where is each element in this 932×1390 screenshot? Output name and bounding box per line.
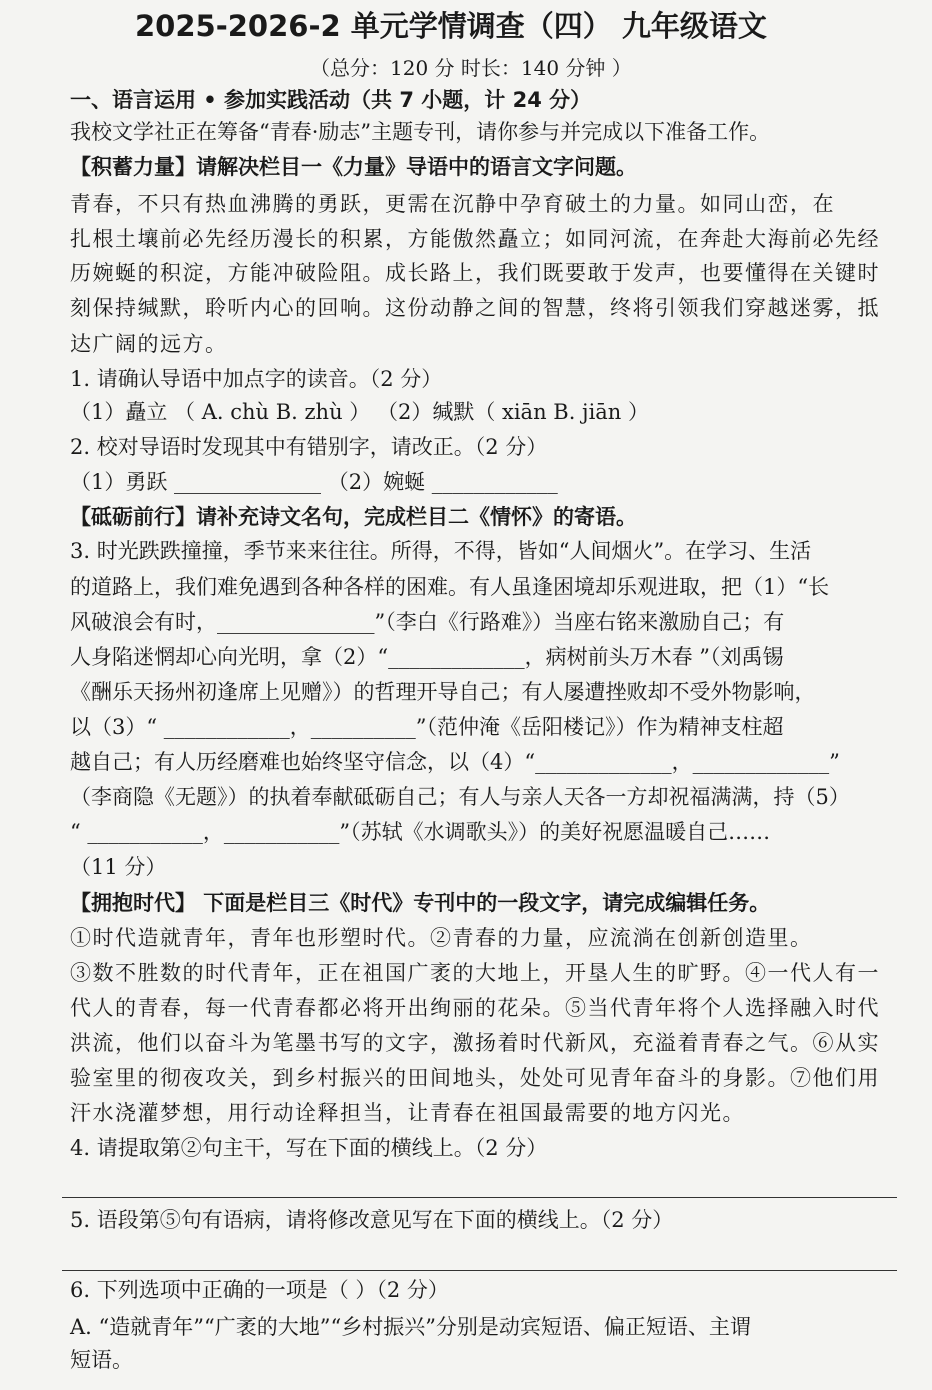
text-line: 历婉蜒的积淀，方能冲破险阻。成长路上，我们既要敢于发声，也要懂得在关键时 xyxy=(70,261,880,285)
exam-subtitle: （总分：120 分 时长：140 分钟 ） xyxy=(310,56,632,80)
text-line: （11 分） xyxy=(70,855,167,879)
text-line: 1. 请确认导语中加点字的读音。（2 分） xyxy=(70,367,443,391)
text-line: 4. 请提取第②句主干，写在下面的横线上。（2 分） xyxy=(70,1136,548,1160)
text-line: （1）矗立 （ A. chù B. zhù ） （2）缄默（ xiān B. jiān ） xyxy=(70,400,650,424)
text-line: 刻保持缄默，聆听内心的回响。这份动静之间的智慧，终将引领我们穿越迷雾，抵 xyxy=(70,296,880,320)
text-line: 我校文学社正在筹备“青春·励志”主题专刊，请你参与并完成以下准备工作。 xyxy=(70,120,771,144)
text-line: 人身陷迷惘却心向光明，拿（2）“_____________，病树前头万木春 ”（刘禹锡 xyxy=(70,645,784,669)
text-line: 青春，不只有热血沸腾的勇跃，更需在沉静中孕育破土的力量。如同山峦，在 xyxy=(70,192,835,216)
text-line: 扎根土壤前必先经历漫长的积累，方能傲然矗立；如同河流，在奔赴大海前必先经 xyxy=(70,227,880,251)
answer-line-q4[interactable] xyxy=(62,1197,897,1198)
text-line: 3. 时光跌跌撞撞，季节来来往往。所得，不得，皆如“人间烟火”。在学习、生活 xyxy=(70,539,812,563)
text-line: （李商隐《无题》）的执着奉献砥砺自己；有人与亲人天各一方却祝福满满，持（5） xyxy=(70,785,850,809)
text-line: 短语。 xyxy=(70,1348,133,1372)
text-line: 5. 语段第⑤句有语病，请将修改意见写在下面的横线上。（2 分） xyxy=(70,1208,674,1232)
text-line: 【砥砺前行】请补充诗文名句，完成栏目二《情怀》的寄语。 xyxy=(70,505,637,529)
text-line: “ ___________，___________”（苏轼《水调歌头》）的美好祝愿温暖自己…… xyxy=(70,820,771,844)
text-line: 6. 下列选项中正确的一项是（ ）（2 分） xyxy=(70,1278,449,1302)
text-line: 一、语言运用 • 参加实践活动（共 7 小题，计 24 分） xyxy=(70,88,592,112)
text-line: 达广阔的远方。 xyxy=(70,332,228,356)
text-line: A. “造就青年”“广袤的大地”“乡村振兴”分别是动宾短语、偏正短语、主谓 xyxy=(70,1315,751,1339)
text-line: 《酬乐天扬州初逢席上见赠》）的哲理开导自己；有人屡遭挫败却不受外物影响， xyxy=(70,680,816,704)
text-line: 代人的青春，每一代青春都必将开出绚丽的花朵。⑤当代青年将个人选择融入时代 xyxy=(70,996,880,1020)
text-line: （1）勇跃 ______________ （2）婉蜒 ____________ xyxy=(70,470,558,494)
text-line: 2. 校对导语时发现其中有错别字，请改正。（2 分） xyxy=(70,435,548,459)
text-line: ①时代造就青年，青年也形塑时代。②青春的力量，应流淌在创新创造里。 xyxy=(70,926,813,950)
text-line: 越自己；有人历经磨难也始终坚守信念，以（4）“_____________，_____________” xyxy=(70,750,840,774)
text-line: 风破浪会有时，_______________”（李白《行路难》）当座右铭来激励自己；有 xyxy=(70,610,785,634)
text-line: 验室里的彻夜攻关，到乡村振兴的田间地头，处处可见青年奋斗的身影。⑦他们用 xyxy=(70,1066,880,1090)
answer-line-q5[interactable] xyxy=(62,1270,897,1271)
text-line: 洪流，他们以奋斗为笔墨书写的文字，激扬着时代新风，充溢着青春之气。⑥从实 xyxy=(70,1031,880,1055)
text-line: 【积蓄力量】请解决栏目一《力量》导语中的语言文字问题。 xyxy=(70,155,637,179)
text-line: ③数不胜数的时代青年，正在祖国广袤的大地上，开垦人生的旷野。④一代人有一 xyxy=(70,961,880,985)
text-line: 以（3）“ ____________，__________”（范仲淹《岳阳楼记》）作为精神支柱超 xyxy=(70,715,784,739)
text-line: 的道路上，我们难免遇到各种各样的困难。有人虽逢困境却乐观进取，把（1）“长 xyxy=(70,575,830,599)
exam-title: 2025-2026-2 单元学情调查（四） 九年级语文 xyxy=(135,9,767,43)
text-line: 【拥抱时代】 下面是栏目三《时代》专刊中的一段文字，请完成编辑任务。 xyxy=(70,891,771,915)
text-line: 汗水浇灌梦想，用行动诠释担当，让青春在祖国最需要的地方闪光。 xyxy=(70,1101,745,1125)
